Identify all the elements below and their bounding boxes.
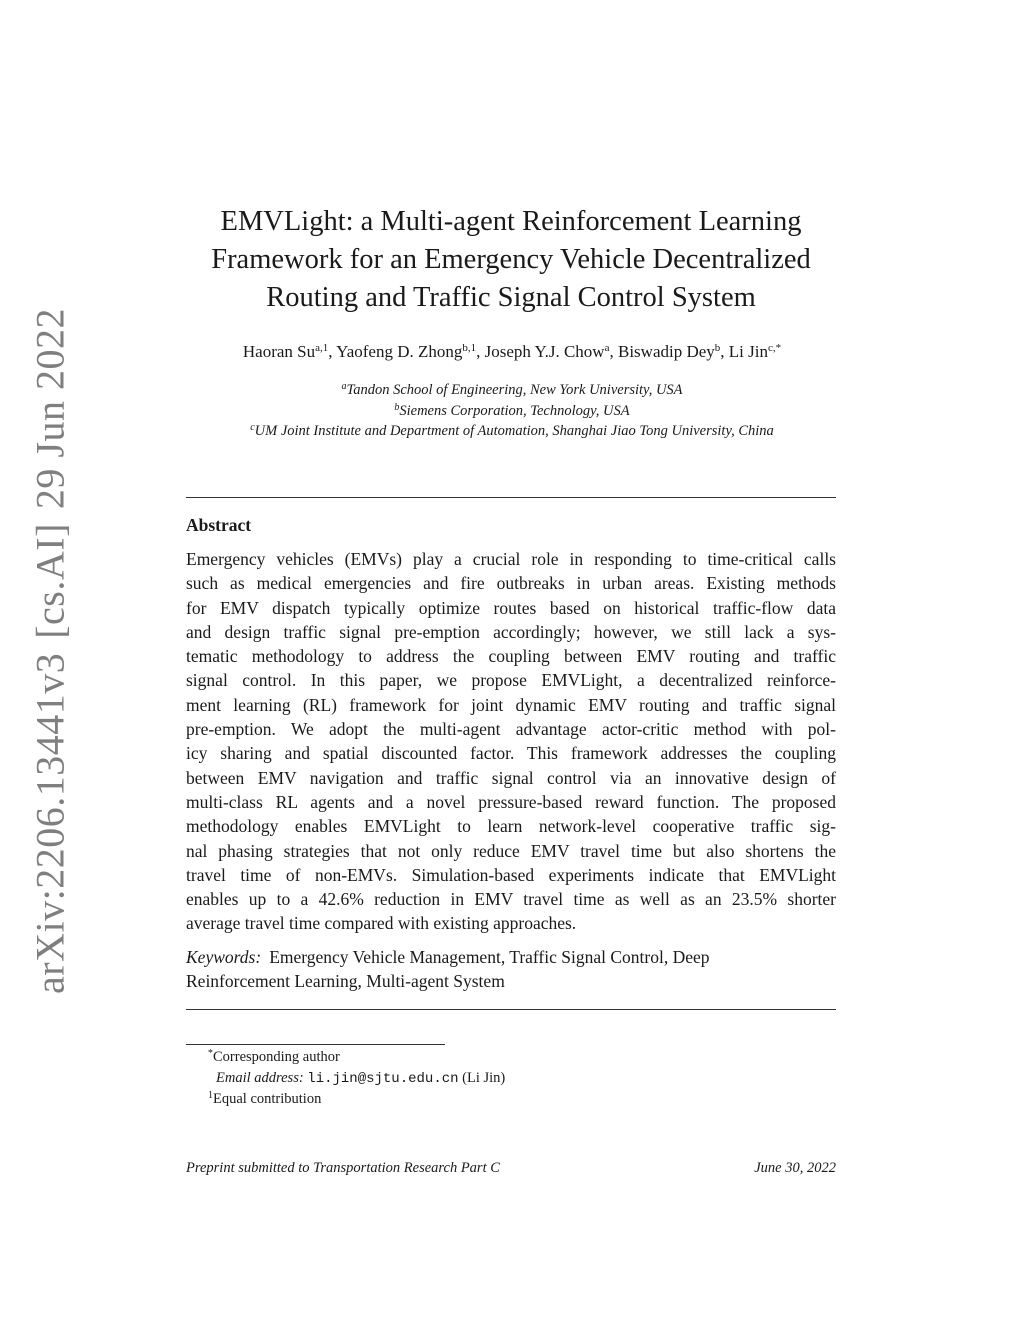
author-affil-mark: a bbox=[604, 342, 610, 354]
author-affil-mark: a,1 bbox=[315, 342, 329, 354]
abstract-line: between EMV navigation and traffic signal control via an innovative design of bbox=[186, 767, 836, 788]
footnote-rule bbox=[186, 1044, 445, 1045]
abstract-line: tematic methodology to address the coupling between EMV routing and traffic bbox=[186, 646, 836, 667]
abstract-line: nal phasing strategies that not only reduce EMV travel time but also shortens the bbox=[186, 840, 836, 861]
affiliation: $^b$Siemens Corporation, Technology, USA bbox=[394, 401, 630, 419]
arxiv-date: 29 Jun 2022 bbox=[27, 308, 73, 510]
keywords bbox=[186, 945, 836, 994]
author-name: Joseph Y.J. Chow bbox=[484, 342, 605, 361]
affiliation: $^a$Tandon School of Engineering, New York University, USA bbox=[341, 381, 683, 398]
author-name: Haoran Su bbox=[242, 342, 316, 361]
author-affil-mark: c,* bbox=[767, 342, 782, 354]
abstract-heading: Abstract bbox=[186, 515, 252, 535]
abstract-line: signal control. In this paper, we propose EMVLight, a decentralized reinforce- bbox=[186, 670, 836, 691]
abstract-line: pre-emption. We adopt the multi-agent advantage actor-critic method with pol- bbox=[186, 719, 836, 740]
email-label: Email address: bbox=[216, 1069, 304, 1086]
affiliation-list bbox=[150, 380, 874, 442]
page-footer bbox=[186, 1160, 836, 1177]
abstract-line: multi-class RL agents and a novel pressure-based reward function. The proposed bbox=[186, 791, 836, 812]
abstract-line: icy sharing and spatial discounted factor. This framework addresses the coupling bbox=[186, 743, 836, 764]
abstract-top-rule bbox=[186, 497, 836, 498]
title-line: Framework for an Emergency Vehicle Decentralized bbox=[211, 244, 811, 275]
abstract-line: enables up to a 42.6% reduction in EMV travel time as well as an 23.5% shorter bbox=[186, 889, 836, 910]
keywords-text: Reinforcement Learning, Multi-agent System bbox=[186, 971, 505, 992]
abstract-line: average travel time compared with existing approaches. bbox=[186, 913, 577, 934]
arxiv-id: arXiv:2206.13441v3 bbox=[27, 652, 73, 994]
footnote-corresponding: *Corresponding author bbox=[208, 1048, 340, 1065]
abstract-line: and design traffic signal pre-emption accordingly; however, we still lack a sys- bbox=[186, 621, 836, 642]
paper-title bbox=[186, 203, 836, 317]
abstract-line: such as medical emergencies and fire outbreaks in urban areas. Existing methods bbox=[186, 573, 836, 594]
email-address[interactable]: li.jin@sjtu.edu.cn bbox=[307, 1070, 459, 1087]
abstract-line: for EMV dispatch typically optimize routes based on historical traffic-flow data bbox=[186, 597, 836, 618]
abstract-line: ment learning (RL) framework for joint dynamic EMV routing and traffic signal bbox=[186, 694, 836, 715]
footer-journal: Preprint submitted to Transportation Research Part C bbox=[186, 1160, 500, 1176]
title-line: EMVLight: a Multi-agent Reinforcement Learning bbox=[220, 206, 802, 237]
abstract-line: Emergency vehicles (EMVs) play a crucial role in responding to time-critical calls bbox=[186, 549, 836, 569]
keywords-label: Keywords: bbox=[186, 947, 262, 967]
author-affil-mark: b bbox=[714, 342, 721, 354]
keywords-text: Emergency Vehicle Management, Traffic Signal Control, Deep bbox=[269, 947, 710, 967]
author-name: Yaofeng D. Zhong bbox=[336, 342, 463, 361]
arxiv-category: [cs.AI] bbox=[27, 523, 73, 639]
title-line: Routing and Traffic Signal Control System bbox=[266, 282, 756, 313]
author-list: Haoran Su$^{a,1}$, Yaofeng D. Zhong$^{b,1}$, Joseph Y.J. Chow$^a$, Biswadip Dey$^b$, Li Jin$^{c,*}$ bbox=[242, 342, 782, 361]
arxiv-stamp bbox=[27, 308, 74, 994]
footnote-equal: $^1$Equal contribution bbox=[208, 1090, 322, 1107]
footnote-email bbox=[186, 1068, 836, 1090]
email-owner: (Li Jin) bbox=[462, 1069, 506, 1086]
affiliation: $^c$UM Joint Institute and Department of Automation, Shanghai Jiao Tong University, China bbox=[250, 422, 774, 439]
abstract-line: methodology enables EMVLight to learn network-level cooperative traffic sig- bbox=[186, 816, 836, 837]
footnotes bbox=[186, 1047, 836, 1110]
author-affil-mark: b,1 bbox=[462, 342, 477, 354]
author-name: Li Jin bbox=[728, 342, 768, 361]
footer-date: June 30, 2022 bbox=[754, 1160, 836, 1176]
abstract-bottom-rule bbox=[186, 1009, 836, 1010]
abstract-body bbox=[186, 547, 836, 936]
author-name: Biswadip Dey bbox=[617, 342, 715, 361]
abstract-line: travel time of non-EMVs. Simulation-based experiments indicate that EMVLight bbox=[186, 864, 836, 885]
